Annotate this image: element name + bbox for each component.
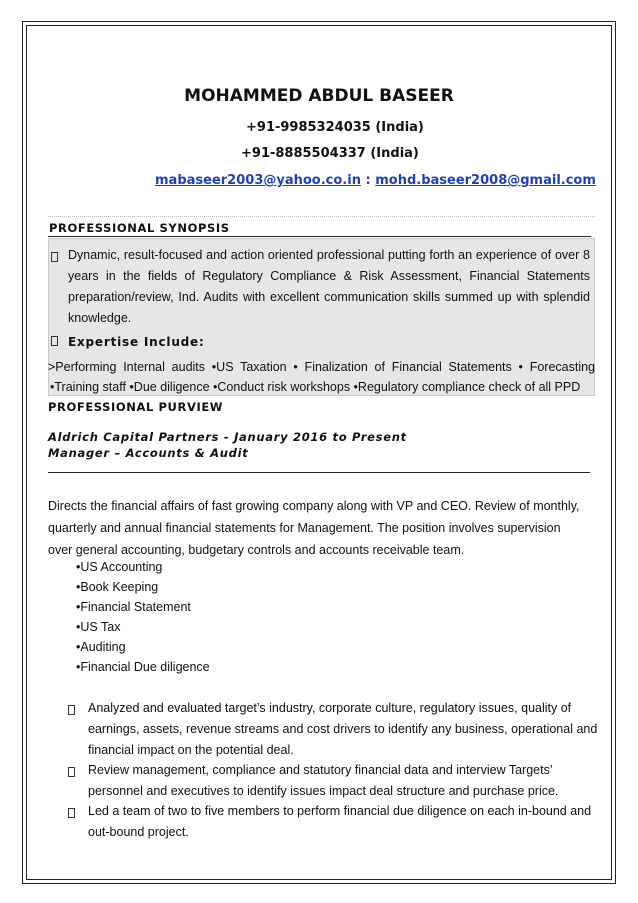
achievement-line: financial impact on the potential deal.: [88, 743, 294, 757]
area-label: Auditing: [80, 640, 126, 654]
achievement-line: Analyzed and evaluated target’s industry, corporate culture, regulatory issues, quality of: [88, 701, 572, 715]
achievement-line: out-bound project.: [88, 825, 189, 839]
bullet-dot-icon: •: [76, 640, 81, 654]
achievement-line: earnings, assets, revenue streams and cost drivers to identify any business, operational and: [88, 722, 598, 736]
description-line: over general accounting, budgetary controls and accounts receivable team.: [48, 543, 465, 557]
email-separator: :: [360, 173, 376, 188]
email-link-secondary[interactable]: mohd.baseer2008@gmail.com: [375, 173, 596, 188]
area-label: US Tax: [80, 620, 121, 634]
bullet-dot-icon: •: [76, 600, 81, 614]
candidate-name: [0, 86, 638, 106]
synopsis-heading-rule: [48, 236, 591, 237]
role-line: Manager – Accounts & Audit: [48, 446, 249, 460]
achievement-line: Review management, compliance and statutory financial data and interview Targets’: [88, 763, 553, 777]
achievement-line: personnel and executives to identify issues impact deal structure and purchase price.: [88, 784, 559, 798]
achievement-line: Led a team of two to five members to perform financial due diligence on each in-bound and: [88, 804, 592, 818]
company-line: Aldrich Capital Partners - January 2016 to Present: [48, 430, 407, 444]
synopsis-bullet-icon: [51, 252, 58, 262]
expertise-line-1: >Performing Internal audits •US Taxation • Finalization of Financial Statements • Forecasting: [48, 360, 595, 374]
email-link-primary[interactable]: mabaseer2003@yahoo.co.in: [155, 173, 361, 188]
bullet-dot-icon: •: [76, 580, 81, 594]
expertise-line-2: •Training staff •Due diligence •Conduct risk workshops •Regulatory compliance check of all PPD: [50, 380, 581, 394]
areas-list: [76, 557, 210, 677]
expertise-heading: Expertise Include:: [68, 335, 205, 349]
achievement-item: [88, 698, 597, 761]
list-item: [76, 637, 210, 657]
phone-2: +91-8885504337 (India): [241, 146, 419, 161]
area-label: Financial Statement: [80, 600, 191, 614]
section-divider-dotted: [48, 216, 595, 217]
achievement-bullet-icon: [68, 808, 75, 818]
list-item: [76, 597, 210, 617]
role-description: [48, 496, 580, 562]
area-label: Financial Due diligence: [80, 660, 210, 674]
list-item: [76, 577, 210, 597]
bullet-dot-icon: •: [76, 560, 81, 574]
expertise-bullet-icon: [51, 336, 58, 346]
purview-heading: PROFESSIONAL PURVIEW: [48, 400, 224, 414]
achievement-item: [88, 801, 591, 843]
phone-1: +91-9985324035 (India): [246, 120, 424, 135]
area-label: US Accounting: [80, 560, 163, 574]
description-line: quarterly and annual financial statements for Management. The position involves supervision: [48, 521, 561, 535]
list-item: [76, 557, 210, 577]
role-rule: [48, 472, 590, 473]
email-line: [155, 173, 596, 188]
synopsis-summary: Dynamic, result-focused and action oriented professional putting forth an experience of over 8 years in the fields of Regulatory Compliance & Risk Assessment, Financial Statements preparation/review, Ind. Audits with excellent communication skills summed up with splendid knowledge.: [68, 248, 590, 325]
achievement-bullet-icon: [68, 705, 75, 715]
achievement-bullet-icon: [68, 767, 75, 777]
candidate-name-text: MOHAMMED ABDUL BASEER: [184, 86, 454, 106]
synopsis-heading: PROFESSIONAL SYNOPSIS: [49, 221, 230, 235]
description-line: Directs the financial affairs of fast growing company along with VP and CEO. Review of monthly,: [48, 499, 580, 513]
list-item: [76, 617, 210, 637]
achievement-item: [88, 760, 558, 802]
list-item: [76, 657, 210, 677]
bullet-dot-icon: •: [76, 660, 81, 674]
bullet-dot-icon: •: [76, 620, 81, 634]
area-label: Book Keeping: [80, 580, 159, 594]
